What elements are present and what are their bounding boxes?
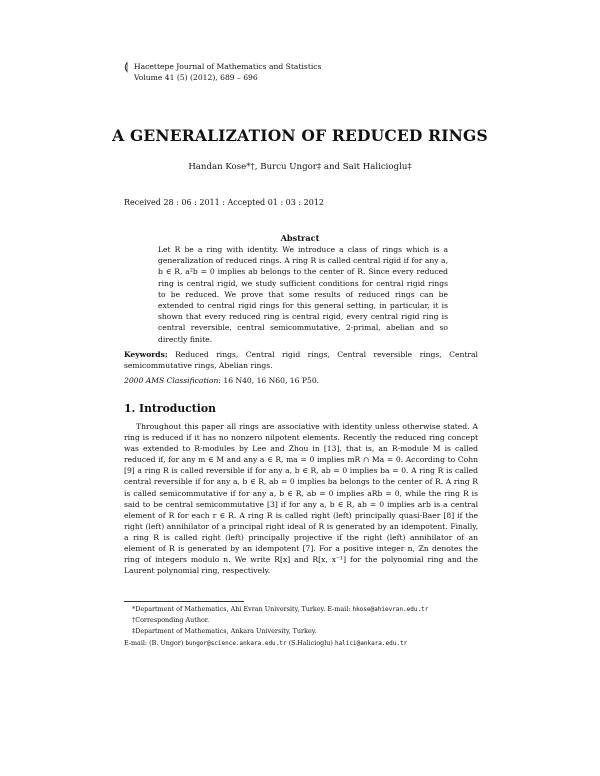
abstract-text: Let R be a ring with identity. We introduce a class of rings which is a generalization of reduced rings. A ring R is called central rigid if for any a, b ∈ R, a²b = 0 implies ab belongs to the center of R. Since every reduced ring is central rigid, we study sufficient conditions for central rigid rings to be reduced. We prove that some results of reduced rings can be extended to central rigid rings for this general setting, in particular, it is shown that every reduced ring is central rigid, every central rigid ring is central reversible, central semicommutative, 2-primal, abelian and so directly finite.	[158, 245, 448, 344]
footnote-1-text: *Department of Mathematics, Ahi Evran University, Turkey. E-mail:	[132, 605, 353, 613]
msc-text: 16 N40, 16 N60, 16 P50.	[223, 376, 320, 385]
footnote-1	[124, 604, 484, 615]
journal-volume: Volume 41 (5) (2012), 689 – 696	[134, 72, 258, 82]
footnote-2: †Corresponding Author.	[132, 616, 210, 625]
introduction-body	[124, 421, 478, 576]
paper-title: A GENERALIZATION OF REDUCED RINGS	[112, 126, 488, 145]
keywords-text: Reduced rings, Central rigid rings, Central reversible rings, Central semicommutative rings, Abelian rings.	[124, 350, 478, 370]
email-link-halicioglu[interactable]: halici@ankara.edu.tr	[334, 639, 408, 647]
received-dates: Received 28 : 06 : 2011 : Accepted 01 : 03 : 2012	[124, 198, 324, 207]
section-heading: 1. Introduction	[124, 402, 216, 415]
msc-classification	[124, 376, 319, 385]
abstract-heading: Abstract	[280, 233, 320, 243]
footnote-3: ‡Department of Mathematics, Ankara University, Turkey.	[132, 627, 317, 636]
footnotes	[124, 604, 484, 649]
msc-label: 2000 AMS Classification:	[124, 376, 221, 385]
email-link-kose[interactable]: hkose@ahievran.edu.tr	[352, 606, 429, 613]
footnote-rule	[124, 601, 244, 602]
footnote-emails	[124, 638, 484, 649]
journal-logo-mark: ⟬	[124, 60, 129, 73]
email-prefix: E-mail: (B. Ungor)	[124, 638, 186, 647]
journal-header	[134, 62, 321, 83]
email-mid: (S.Halicioglu)	[286, 638, 335, 647]
journal-name: Hacettepe Journal of Mathematics and Statistics	[134, 62, 322, 71]
author-line: Handan Kose*†, Burcu Ungor‡ and Sait Halicioglu‡	[188, 162, 412, 172]
email-link-ungor[interactable]: bungor@science.ankara.edu.tr	[185, 639, 287, 647]
intro-paragraph: Throughout this paper all rings are associative with identity unless otherwise stated. A ring is reduced if it has no nonzero nilpotent elements. Recently the reduced ring concept was extended to R-modules by Lee and Zhou in [13], that is, an R-module M is called reduced if, for any m ∈ M and any a ∈ R, ma = 0 implies mR ∩ Ma = 0. According to Cohn [9] a ring R is called reversible if for any a, b ∈ R, ab = 0 implies ba = 0. A ring R is called central reversible if for any a, b ∈ R, ab = 0 implies ba belongs to the center of R. A ring R is called semicommutative if for any a, b ∈ R, ab = 0 implies aRb = 0, while the ring R is said to be central semicommutative [3] if for any a, b ∈ R, ab = 0 implies arb is a central element of R for each r ∈ R. A ring R is called right (left) principally quasi-Baer [8] if the right (left) annihilator of a principal right ideal of R is generated by an idempotent. Finally, a ring R is called right (left) principally projective if the right (left) annihilator of an element of R is generated by an idempotent [7]. For a positive integer n, ℤn denotes the ring of integers modulo n. We write R[x] and R[x, x⁻¹] for the polynomial ring and the Laurent polynomial ring, respectively.	[124, 422, 478, 576]
keywords	[124, 349, 478, 371]
keywords-label: Keywords:	[124, 350, 168, 359]
